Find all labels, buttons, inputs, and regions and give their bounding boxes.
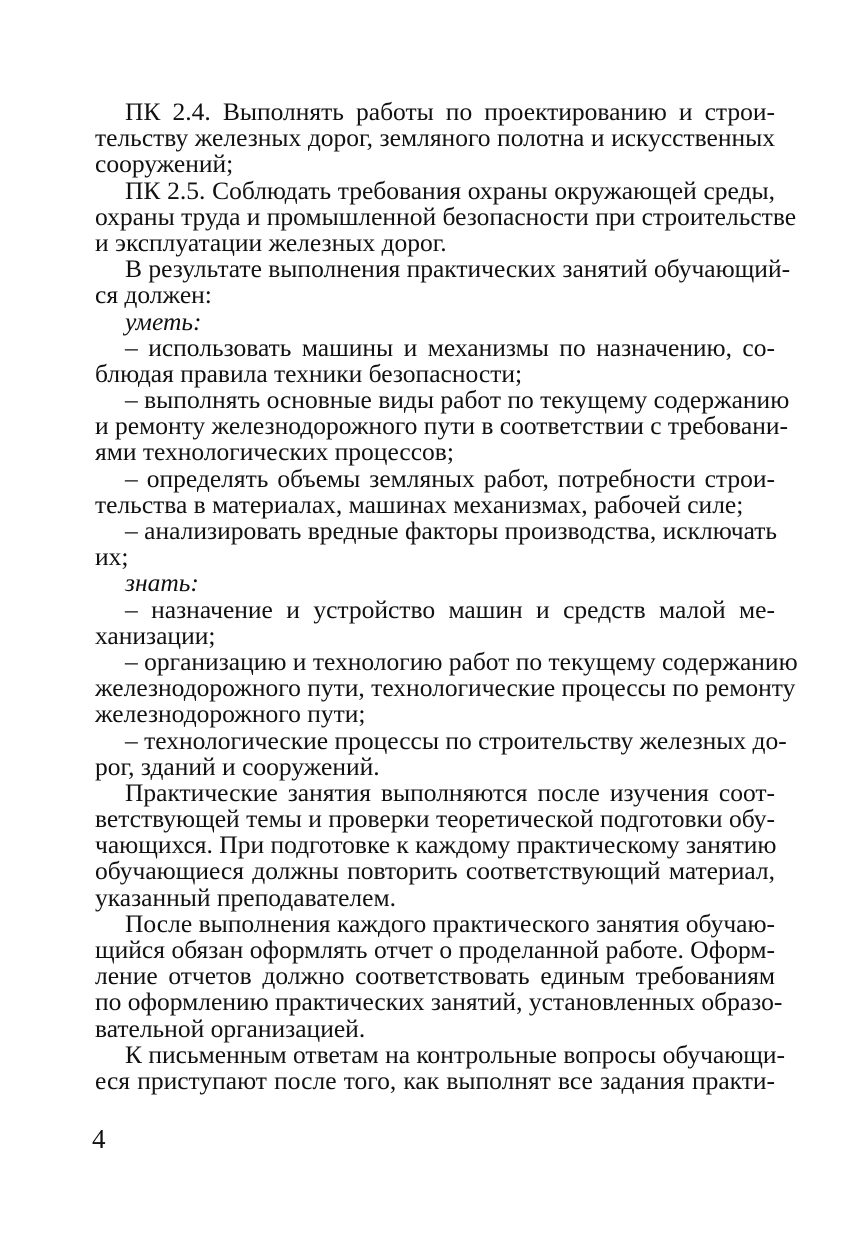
text-line: железнодорожного пути, технологические процессы по ремонту	[95, 673, 796, 703]
text-line: ями технологических процессов;	[95, 437, 454, 467]
paragraph	[95, 777, 777, 912]
text-line: железнодорожного пути;	[95, 699, 366, 729]
text-line: и эксплуатации железных дорог.	[95, 227, 447, 257]
text-line: После выполнения каждого практического занятия обучаю-	[125, 908, 775, 938]
text-line: охраны труда и промышленной безопасности при строительстве	[95, 201, 797, 231]
paragraph	[95, 254, 791, 310]
text-line: рог, зданий и сооружений.	[95, 751, 380, 781]
paragraph	[95, 516, 778, 572]
section-label	[95, 306, 775, 336]
text-line: еся приступают после того, как выполнят все задания практи-	[95, 1065, 775, 1095]
text-line: уметь:	[125, 306, 202, 336]
text-line: – выполнять основные виды работ по текущему содержанию	[125, 385, 790, 415]
text-line: ПК 2.5. Соблюдать требования охраны окружающей среды,	[125, 175, 775, 205]
text-line: обучающиеся должны повторить соответствующий материал,	[95, 856, 775, 886]
text-line: их;	[95, 542, 129, 572]
text-line: по оформлению практических занятий, установленных образо-	[95, 987, 783, 1017]
paragraph	[95, 908, 783, 1043]
text-line: указанный преподавателем.	[95, 882, 396, 912]
section-label	[95, 570, 775, 596]
text-line: В результате выполнения практических занятий обучающий-	[125, 254, 791, 284]
paragraph	[95, 99, 775, 178]
text-line: ПК 2.4. Выполнять работы по проектированию и строи-	[125, 97, 775, 126]
text-line: тельства в материалах, машинах механизмах, рабочей силе;	[95, 489, 744, 519]
text-line: блюдая правила техники безопасности;	[95, 358, 523, 388]
page-number: 4	[92, 1124, 106, 1154]
text-line: тельству железных дорог, земляного полотна и искусственных	[95, 123, 775, 153]
paragraph	[95, 175, 797, 257]
paragraph	[95, 1039, 786, 1095]
text-line: – определять объемы земляных работ, потребности строи-	[125, 463, 775, 493]
text-line: знать:	[125, 568, 199, 598]
text-line: ханизации;	[95, 620, 216, 650]
text-line: – назначение и устройство машин и средств малой ме-	[125, 594, 775, 624]
text-line: – организацию и технологию работ по текущему содержанию	[125, 646, 798, 676]
paragraph	[95, 725, 787, 781]
text-line: – использовать машины и механизмы по назначению, со-	[125, 332, 775, 362]
paragraph	[95, 332, 775, 388]
text-line: вательной организацией.	[95, 1013, 366, 1043]
text-line: – технологические процессы по строительству железных до-	[125, 725, 787, 755]
document-page	[95, 97, 798, 1095]
text-line: и ремонту железнодорожного пути в соответствии с требовани-	[95, 411, 788, 441]
text-line: ветствующей темы и проверки теоретической подготовки обу-	[95, 804, 775, 834]
text-line: – анализировать вредные факторы производства, исключать	[125, 516, 778, 545]
text-line: Практические занятия выполняются после изучения соот-	[125, 777, 775, 807]
text-line: ся должен:	[95, 280, 212, 310]
text-line: щийся обязан оформлять отчет о проделанной работе. Оформ-	[95, 935, 775, 964]
text-line: сооружений;	[95, 149, 234, 179]
paragraph	[95, 385, 790, 467]
paragraph	[95, 594, 775, 650]
text-line: чающихся. При подготовке к каждому практическому занятию	[95, 830, 777, 860]
text-line: К письменным ответам на контрольные вопросы обучающи-	[125, 1039, 786, 1069]
paragraph	[95, 646, 798, 729]
body-text	[95, 97, 798, 1095]
paragraph	[95, 463, 775, 519]
text-line: ление отчетов должно соответствовать единым требованиям	[95, 961, 775, 991]
